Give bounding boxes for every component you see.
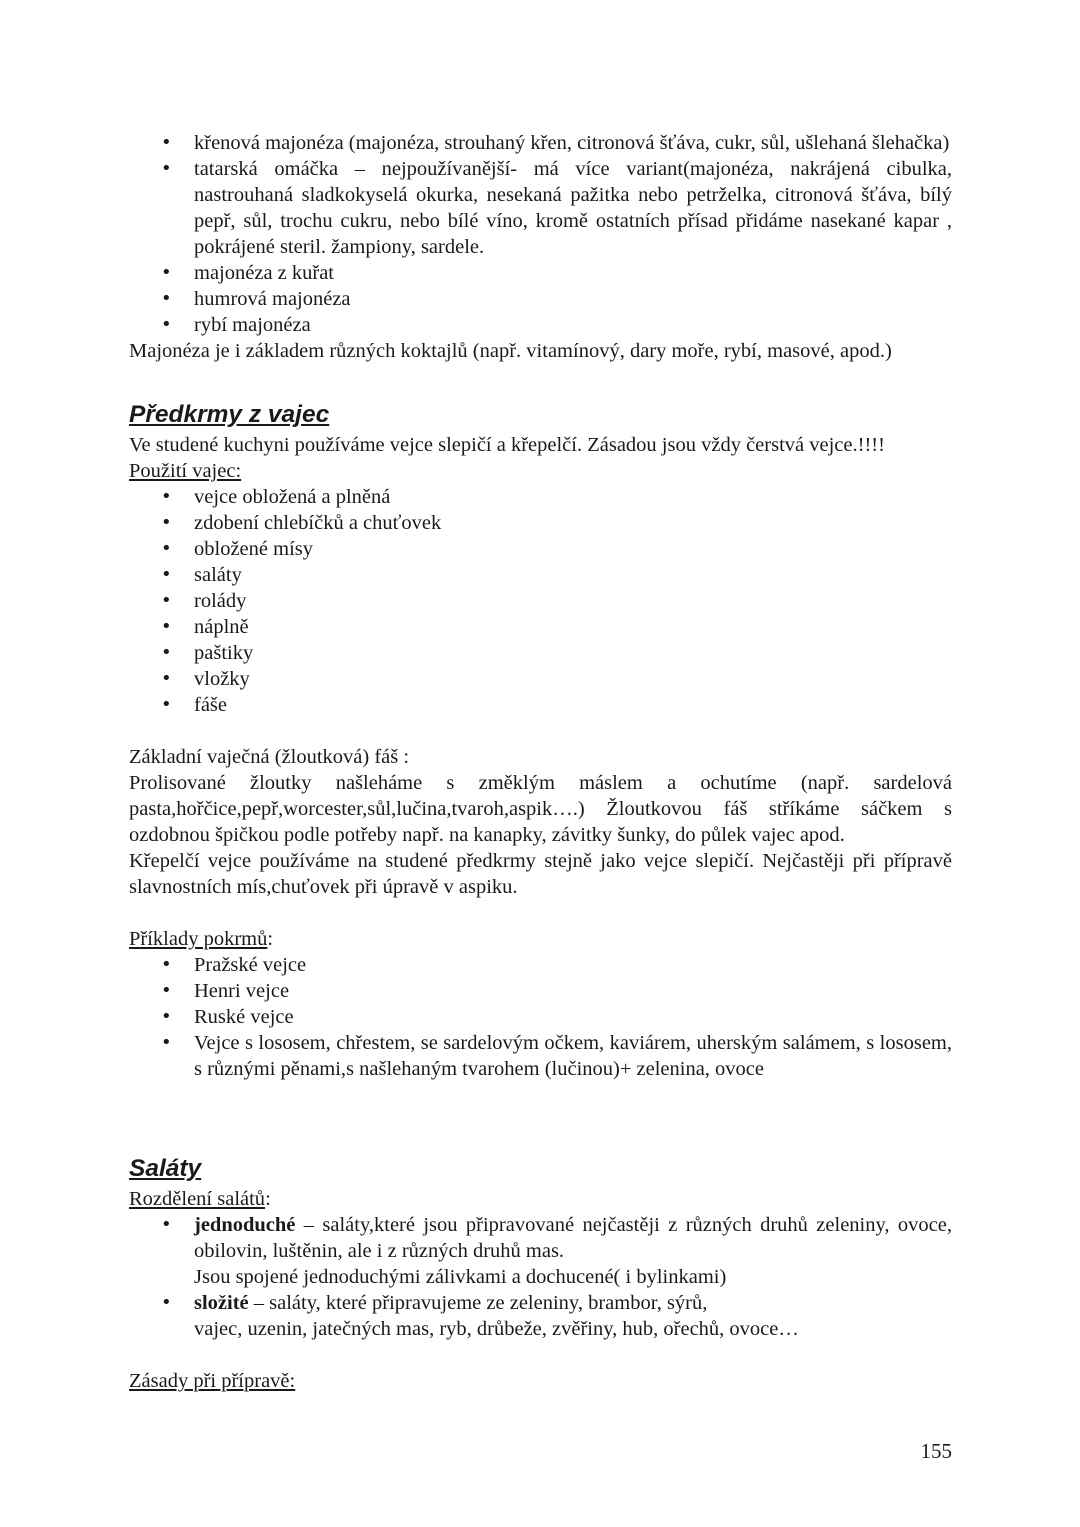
complex-text: – saláty, které připravujeme ze zeleniny, brambor, sýrů,: [248, 1292, 708, 1314]
list-item: • rybí majonéza: [129, 312, 952, 338]
list-item: • křenová majonéza (majonéza, strouhaný křen, citronová šťáva, cukr, sůl, ušlehaná šlehačka): [129, 130, 952, 156]
list-item: • paštiky: [129, 640, 952, 666]
eggs-intro: Ve studené kuchyni používáme vejce slepičí a křepelčí. Zásadou jsou vždy čerstvá vejce.!!!!: [129, 434, 885, 456]
eggs-use-label: Použití vajec:: [129, 460, 242, 482]
page-content: [129, 130, 952, 1394]
complex-term: složité: [194, 1292, 249, 1314]
mayonnaise-note: Majonéza je i základem různých koktajlů (např. vitamínový, dary moře, rybí, masové, apod.): [129, 340, 892, 362]
list-item: • fáše: [129, 692, 952, 718]
salads-heading: Saláty: [129, 1155, 202, 1182]
page-number: 155: [920, 1439, 952, 1463]
list-item: • Ruské vejce: [129, 1004, 952, 1030]
salads-division-list: [129, 1212, 952, 1342]
eggs-heading: Předkrmy z vajec: [129, 401, 330, 428]
mayonnaise-list: [129, 130, 952, 338]
list-item: • náplně: [129, 614, 952, 640]
list-item: • vložky: [129, 666, 952, 692]
list-item: • tatarská omáčka – nejpoužívanější- má více variant(majonéza, nakrájená cibulka, nastrouhaná sladkokyselá okurka, nesekaná pažitka nebo petrželka, citronová šťáva, bílý pepř, sůl, trochu cukru, nebo bílé víno, kromě ostatních přísad přidáme nasekané kapar , pokrájené steril. žampiony, sardele.: [129, 156, 952, 260]
simple-text-2: Jsou spojené jednoduchými zálivkami a dochucené( i bylinkami): [194, 1266, 727, 1288]
principles-label: Zásady při přípravě:: [129, 1370, 296, 1392]
base-fas-label: Základní vaječná (žloutková) fáš :: [129, 746, 410, 768]
examples-colon: :: [267, 928, 274, 950]
quail-eggs-text: Křepelčí vejce používáme na studené předkrmy stejně jako vejce slepičí. Nejčastěji při přípravě slavnostních mís,chuťovek při úpravě v aspiku.: [129, 850, 952, 898]
simple-term: jednoduché: [194, 1214, 296, 1236]
list-item: • humrová majonéza: [129, 286, 952, 312]
base-fas-text: Prolisované žloutky našleháme s změklým máslem a ochutíme (např. sardelová pasta,hořčice,pepř,worcester,sůl,lučina,tvaroh,aspik….) Žloutkovou fáš stříkáme sáčkem s ozdobnou špičkou podle potřeby např. na kanapky, závitky šunky, do půlek vajec apod.: [129, 772, 952, 846]
list-item: [129, 1290, 952, 1342]
list-item: • saláty: [129, 562, 952, 588]
examples-list: [129, 952, 952, 1082]
list-item: • Henri vejce: [129, 978, 952, 1004]
simple-text: – saláty,které jsou připravované nejčastěji z různých druhů zeleniny, ovoce, obilovin, luštěnin, ale i z různých druhů mas.: [194, 1214, 952, 1262]
eggs-use-list: [129, 484, 952, 718]
list-item: • rolády: [129, 588, 952, 614]
list-item: • zdobení chlebíčků a chuťovek: [129, 510, 952, 536]
list-item: • obložené mísy: [129, 536, 952, 562]
list-item: [129, 1212, 952, 1290]
examples-label: Příklady pokrmů: [129, 928, 268, 950]
list-item: • Pražské vejce: [129, 952, 952, 978]
list-item: • Vejce s lososem, chřestem, se sardelovým očkem, kaviárem, uherským salámem, s lososem, s různými pěnami,s našlehaným tvarohem (lučinou)+ zelenina, ovoce: [129, 1030, 952, 1082]
salads-division-colon: :: [265, 1188, 271, 1210]
list-item: • vejce obložená a plněná: [129, 484, 952, 510]
salads-division-label: Rozdělení salátů: [129, 1188, 266, 1210]
complex-text-2: vajec, uzenin, jatečných mas, ryb, drůbeže, zvěřiny, hub, ořechů, ovoce…: [194, 1318, 799, 1340]
list-item: • majonéza z kuřat: [129, 260, 952, 286]
